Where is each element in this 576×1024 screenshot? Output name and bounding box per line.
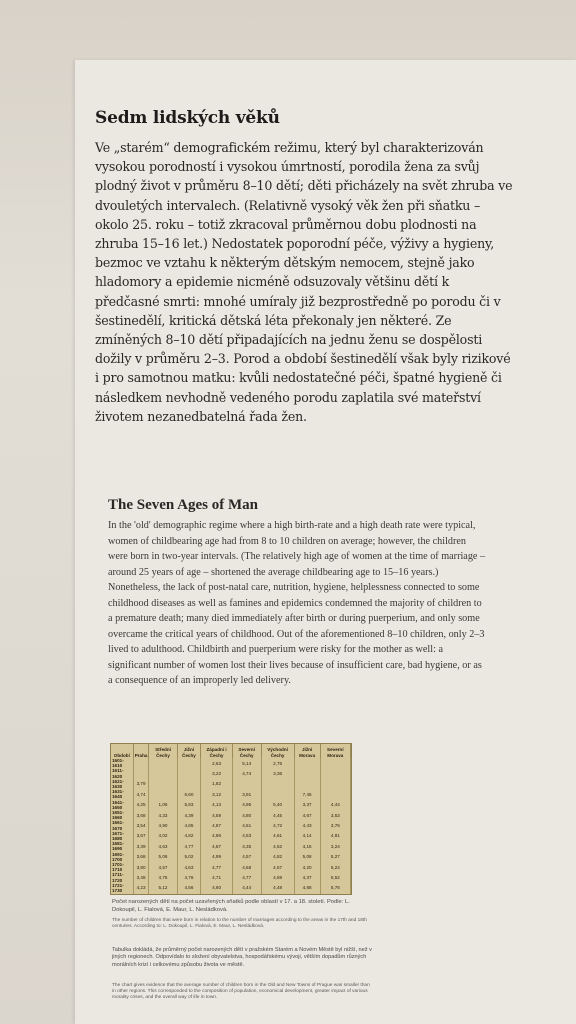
value-cell: 4,86 (201, 831, 232, 841)
table-row (111, 768, 351, 778)
value-cell (133, 758, 149, 768)
value-cell: 4,90 (149, 820, 177, 830)
value-cell: 4,56 (177, 883, 201, 893)
period-cell: 1721-1730 (111, 883, 133, 893)
value-cell: 4,81 (320, 831, 350, 841)
period-cell: 1641-1650 (111, 800, 133, 810)
value-cell: 3,37 (294, 800, 320, 810)
czech-table-caption: Počet narozených dětí na počet uzavřených sňatků podle oblastí v 17. a 18. století. Podle: L. Dokoupil, L. Fialová, E. Maur, L. Nesládková. (112, 899, 350, 913)
value-cell: 5,02 (177, 852, 201, 862)
value-cell: 3,12 (201, 789, 232, 799)
value-cell: 4,61 (261, 831, 294, 841)
value-cell: 4,33 (149, 810, 177, 820)
value-cell (320, 893, 350, 895)
value-cell: 4,71 (201, 872, 232, 882)
table-header-cell: Střední Čechy (149, 744, 177, 758)
value-cell: 4,99 (201, 852, 232, 862)
value-cell (320, 789, 350, 799)
period-cell: 1651-1660 (111, 810, 133, 820)
table-header-cell: Období (111, 744, 133, 758)
period-cell: 1611-1620 (111, 768, 133, 778)
value-cell: 4,80 (232, 810, 261, 820)
value-cell: 4,02 (149, 831, 177, 841)
period-cell: 1691-1700 (111, 852, 133, 862)
value-cell: 4,35 (232, 841, 261, 851)
table-header-row (111, 744, 351, 758)
value-cell: 6,60 (177, 789, 201, 799)
value-cell (320, 768, 350, 778)
value-cell: 5,14 (232, 758, 261, 768)
table-row (111, 779, 351, 789)
value-cell (149, 893, 177, 895)
value-cell: 4,37 (294, 872, 320, 882)
value-cell: 4,74 (133, 789, 149, 799)
period-cell: 1711-1720 (111, 872, 133, 882)
value-cell: 7,45 (294, 789, 320, 799)
value-cell (177, 779, 201, 789)
value-cell: 4,60 (201, 883, 232, 893)
value-cell (320, 779, 350, 789)
value-cell: 4,77 (201, 862, 232, 872)
value-cell: 4,23 (133, 883, 149, 893)
value-cell: 4,59 (201, 810, 232, 820)
value-cell: 4,15 (294, 841, 320, 851)
value-cell: 3,76 (320, 820, 350, 830)
value-cell: 5,83 (177, 800, 201, 810)
value-cell: 3,68 (133, 852, 149, 862)
value-cell: 4,44 (320, 800, 350, 810)
value-cell: 1,82 (201, 779, 232, 789)
value-cell (261, 789, 294, 799)
value-cell (201, 893, 232, 895)
value-cell (149, 779, 177, 789)
value-cell: 3,91 (232, 789, 261, 799)
value-cell: 3,68 (133, 810, 149, 820)
value-cell: 3,22 (201, 768, 232, 778)
value-cell: 3,80 (133, 862, 149, 872)
value-cell: 4,44 (232, 883, 261, 893)
period-cell: 1601-1610 (111, 758, 133, 768)
period-cell: 1671-1680 (111, 831, 133, 841)
value-cell: 3,48 (133, 872, 149, 882)
value-cell: 4,72 (261, 820, 294, 830)
value-cell: 4,75 (149, 872, 177, 882)
english-heading: The Seven Ages of Man (108, 497, 258, 513)
period-cell: 1631-1640 (111, 789, 133, 799)
period-cell: 1701-1710 (111, 862, 133, 872)
table-header-cell: Jižní Morava (294, 744, 320, 758)
value-cell: 4,87 (201, 820, 232, 830)
value-cell: 4,14 (294, 831, 320, 841)
english-table-caption: The number of children that were born in relation to the number of marriages according to the areas in the 17th and 18th centuries. According to: L. Dokoupil, L. Fialová, E. Maur, L. Nesládková. (112, 918, 367, 930)
value-cell: 4,77 (177, 841, 201, 851)
value-cell (294, 893, 320, 895)
english-table-note: The chart gives evidence that the average number of children born in the Old and New Towns of Prague was smaller than in other regions. This corresponded to the composition of population, economical development, greater impact of various morality crises, and the overall way of life in town. (112, 983, 370, 1001)
value-cell: 2,63 (201, 758, 232, 768)
value-cell: 4,57 (149, 862, 177, 872)
table-header-cell: Západní i Čechy (201, 744, 232, 758)
value-cell: 4,43 (294, 820, 320, 830)
value-cell: 4,74 (232, 768, 261, 778)
table-header-cell: Jižní Čechy (177, 744, 201, 758)
value-cell: 3,39 (133, 841, 149, 851)
value-cell: 4,65 (177, 820, 201, 830)
value-cell (294, 758, 320, 768)
value-cell: 4,53 (232, 831, 261, 841)
czech-paragraph: Ve „starém“ demografickém režimu, který byl charakterizován vysokou porodností i vysokou úmrtností, porodila žena za svůj plodný život v průměru 8–10 dětí; děti přicházely na svět zhruba ve dvouletých intervalech. (Relativně vysoký věk žen při sňatku – okolo 25. roku – totiž zkracoval průměrnou dobu plodnosti na zhruba 15–16 let.) Nedostatek poporodní péče, výživy a hygieny, bezmoc ve vztahu k některým dětským nemocem, stejně jako hladomory a epidemie nicméně odsuzovaly většinu dětí k předčasné smrti: mnohé umíraly již bezprostředně po porodu či v šestinedělí, kritická dětská léta překonaly jen některé. Ze zmíněných 8–10 dětí připadajících na jednu ženu se dospělosti dožily v průměru 2–3. Porod a období šestinedělí však byly rizikové i pro samotnou matku: kvůli nedostatečné péči, špatné hygieně či následkem nevhodně vedeného porodu zaplatila své mateřství životem nezanedbatelná řada žen. (95, 140, 513, 424)
table-row (111, 872, 351, 882)
value-cell: 4,20 (294, 862, 320, 872)
value-cell: 5,40 (261, 800, 294, 810)
value-cell: 5,06 (149, 852, 177, 862)
value-cell: 5,08 (294, 852, 320, 862)
period-cell (111, 893, 133, 895)
value-cell: 4,39 (177, 810, 201, 820)
table-header-cell: Severní Čechy (232, 744, 261, 758)
value-cell (261, 779, 294, 789)
data-table (111, 744, 351, 895)
value-cell (149, 768, 177, 778)
table-header-cell: Východní Čechy (261, 744, 294, 758)
value-cell: 4,48 (261, 883, 294, 893)
value-cell: 4,61 (232, 820, 261, 830)
table-header-cell: Praha (133, 744, 149, 758)
table-row (111, 893, 351, 895)
value-cell: 4,45 (261, 810, 294, 820)
value-cell: 4,77 (232, 872, 261, 882)
value-cell: 4,13 (201, 800, 232, 810)
value-cell: 3,53 (320, 810, 350, 820)
value-cell: 4,68 (232, 862, 261, 872)
table-row (111, 820, 351, 830)
value-cell: 4,63 (177, 862, 201, 872)
value-cell (232, 893, 261, 895)
table-row (111, 800, 351, 810)
value-cell: 4,52 (261, 841, 294, 851)
value-cell (177, 768, 201, 778)
czech-heading: Sedm lidských věků (95, 108, 280, 128)
value-cell (149, 789, 177, 799)
table-row (111, 758, 351, 768)
table-row (111, 883, 351, 893)
value-cell (261, 893, 294, 895)
value-cell: 4,76 (177, 872, 201, 882)
value-cell (294, 768, 320, 778)
value-cell: 4,82 (261, 852, 294, 862)
value-cell: 4,87 (201, 841, 232, 851)
value-cell (320, 758, 350, 768)
value-cell: 4,67 (294, 810, 320, 820)
english-paragraph: In the 'old' demographic regime where a high birth-rate and a high death rate were typical, women of childbearing age had from 8 to 10 children on average; however, the children were born in two-year intervals. (The relatively high age of women at the time of marriage – around 25 years of age – shortened the average childbearing age to 15–16 years.) Nonetheless, the lack of post-natal care, nutrition, hygiene, helplessness connected to some childhood diseases as well as famines and epidemics condemned the majority of children to a premature death; many died immediately after birth or during puerperium, and only some overcame the critical years of childhood. Out of the aforementioned 8–10 children, only 2–3 lived to adulthood. Childbirth and puerperium were risky for the mother as well: a significant number of women lost their lives because of insufficient care, bad hygiene, or as a consequence of an improperly led delivery. (108, 520, 486, 686)
table-row (111, 862, 351, 872)
value-cell: 3,54 (133, 820, 149, 830)
value-cell: 3,67 (133, 831, 149, 841)
table-row (111, 852, 351, 862)
value-cell (294, 779, 320, 789)
table-body (111, 758, 351, 895)
birth-rate-table (110, 743, 352, 895)
period-cell: 1661-1670 (111, 820, 133, 830)
value-cell: 4,68 (294, 883, 320, 893)
value-cell: 5,24 (320, 862, 350, 872)
value-cell: 5,52 (320, 872, 350, 882)
value-cell: 5,12 (149, 883, 177, 893)
value-cell: 4,63 (149, 841, 177, 851)
value-cell: 4,57 (232, 852, 261, 862)
czech-table-note: Tabulka dokládá, že průměrný počet narozených dětí v pražském Starém a Novém Městě byl nižší, než v jiných regionech. Odpovídalo to složení obyvatelstva, hospodářskému vývoji, větším dopadům různých morálních krizí i celkovému způsobu života ve městě. (112, 947, 372, 968)
value-cell: 4,82 (177, 831, 201, 841)
value-cell: 4,25 (133, 800, 149, 810)
table-row (111, 841, 351, 851)
value-cell (177, 893, 201, 895)
table-header-cell: Severní Morava (320, 744, 350, 758)
value-cell: 5,76 (320, 883, 350, 893)
value-cell: 2,75 (261, 758, 294, 768)
period-cell: 1621-1630 (111, 779, 133, 789)
value-cell: 3,79 (133, 779, 149, 789)
value-cell (149, 758, 177, 768)
table-row (111, 831, 351, 841)
value-cell (133, 893, 149, 895)
value-cell: 3,36 (261, 768, 294, 778)
table-row (111, 789, 351, 799)
value-cell: 4,57 (261, 862, 294, 872)
value-cell: 5,27 (320, 852, 350, 862)
period-cell: 1681-1690 (111, 841, 133, 851)
value-cell (133, 768, 149, 778)
value-cell: 4,95 (232, 800, 261, 810)
value-cell: 4,59 (261, 872, 294, 882)
value-cell: 3,24 (320, 841, 350, 851)
value-cell (177, 758, 201, 768)
value-cell (232, 779, 261, 789)
table-row (111, 810, 351, 820)
value-cell: 1,06 (149, 800, 177, 810)
